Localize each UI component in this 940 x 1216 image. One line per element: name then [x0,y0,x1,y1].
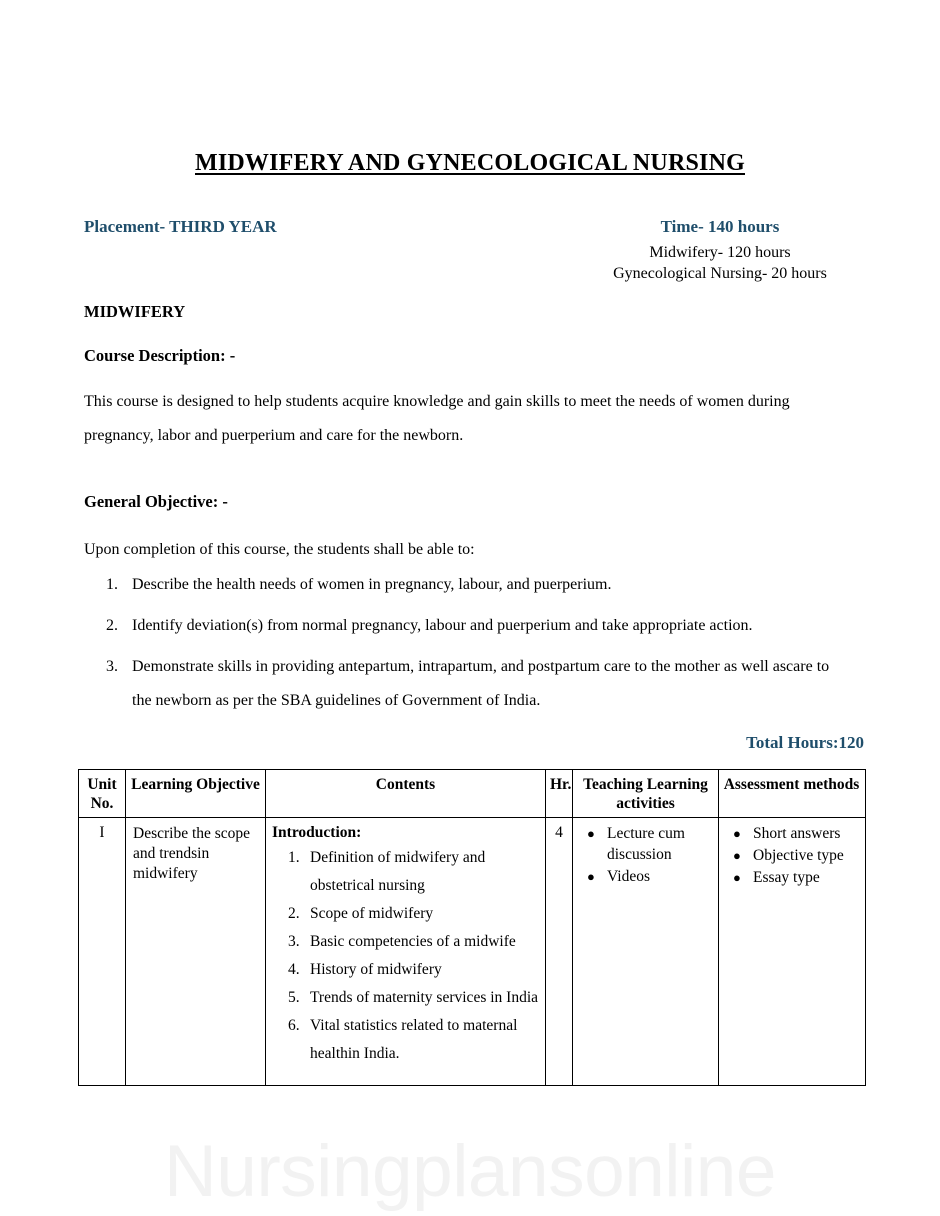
list-item [84,609,844,643]
list-item [719,823,861,844]
list-item-number: 2. [106,617,118,634]
table-header-row [79,770,866,818]
cell-assessment [719,818,866,1086]
list-item [272,956,541,984]
list-item-text: Videos [607,868,650,885]
list-item-number: 3. [106,658,118,675]
list-item-text: Definition of midwifery and obstetrical nursing [310,849,486,894]
course-description-text: This course is designed to help students acquire knowledge and gain skills to meet the needs of women during pregnancy, labor and puerperium and care for the newborn. [84,393,790,444]
list-item-text: Lecture cum discussion [607,825,685,863]
list-item-number: 5. [288,989,300,1006]
list-item-text: Identify deviation(s) from normal pregnancy, labour and puerperium and take appropriate action. [132,617,753,634]
cell-learning-objective: Describe the scope and trendsin midwifery [126,818,266,1086]
list-item [272,844,541,900]
list-item-number: 1. [288,849,300,866]
contents-list [272,844,541,1068]
cell-teaching-learning [573,818,719,1086]
list-item-text: History of midwifery [310,961,442,978]
list-item [272,928,541,956]
list-item [573,823,714,865]
list-item [719,845,861,866]
list-item-text: Basic competencies of a midwife [310,933,516,950]
bullet-icon: ● [733,870,741,885]
contents-title: Introduction: [272,824,362,841]
list-item-text: Describe the health needs of women in pregnancy, labour, and puerperium. [132,576,612,593]
teaching-learning-list [573,823,714,887]
table-header-assessment: Assessment methods [719,770,866,818]
bullet-icon: ● [587,869,595,884]
table-header-learning-objective: Learning Objective [126,770,266,818]
list-item-number: 6. [288,1017,300,1034]
time-title: Time- 140 hours [660,217,780,236]
list-item-number: 4. [288,961,300,978]
list-item-text: Essay type [753,869,820,886]
assessment-list [719,823,861,888]
list-item-text: Vital statistics related to maternal healthin India. [310,1017,518,1062]
list-item [573,866,714,887]
cell-unit-no: I [79,818,126,1086]
list-item [272,900,541,928]
list-item-text: Short answers [753,825,841,842]
bullet-icon: ● [733,826,741,841]
list-item [272,1012,541,1068]
list-item-text: Scope of midwifery [310,905,434,922]
placement-label: Placement- THIRD YEAR [84,217,277,236]
list-item-text: Demonstrate skills in providing antepartum, intrapartum, and postpartum care to the mother as well ascare to the newborn as per the SBA guidelines of Government of India. [132,658,830,709]
time-breakdown-gynecological: Gynecological Nursing- 20 hours [613,265,827,282]
table-header-teaching-learning: Teaching Learning activities [573,770,719,818]
list-item [719,867,861,888]
page-title: MIDWIFERY AND GYNECOLOGICAL NURSING [195,150,745,176]
list-item-number: 2. [288,905,300,922]
table-header-unit-no: Unit No. [79,770,126,818]
list-item [84,568,844,602]
cell-hr: 4 [546,818,573,1086]
course-description-heading: Course Description: - [84,346,236,365]
general-objective-heading: General Objective: - [84,492,228,511]
list-item-text: Objective type [753,847,844,864]
general-objective-intro: Upon completion of this course, the students shall be able to: [84,541,475,558]
bullet-icon: ● [587,826,595,841]
watermark-text: Nursingplansonline [164,1131,776,1212]
table-row [79,818,866,1086]
list-item-text: Trends of maternity services in India [310,989,539,1006]
time-breakdown-midwifery: Midwifery- 120 hours [649,244,791,261]
bullet-icon: ● [733,848,741,863]
list-item-number: 1. [106,576,118,593]
table-header-contents: Contents [266,770,546,818]
list-item [84,650,844,718]
time-block [560,217,880,284]
subject-heading: MIDWIFERY [84,302,186,321]
general-objective-list [84,568,844,725]
cell-contents [266,818,546,1086]
list-item-number: 3. [288,933,300,950]
table-header-hr: Hr. [546,770,573,818]
total-hours-label: Total Hours:120 [746,733,864,752]
list-item [272,984,541,1012]
syllabus-table [78,769,866,1086]
